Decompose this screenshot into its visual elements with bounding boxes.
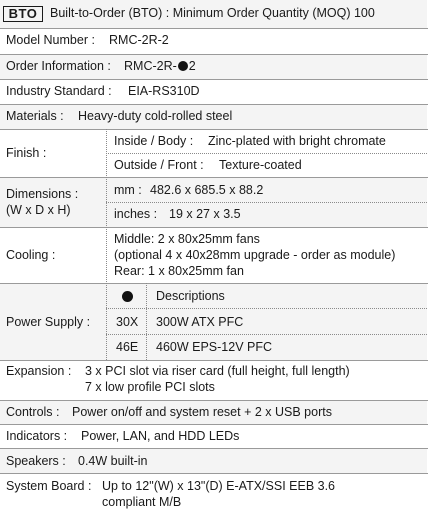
order-information-label: Order Information : bbox=[6, 59, 111, 73]
row-divider bbox=[0, 473, 428, 474]
materials-label: Materials : bbox=[6, 109, 64, 123]
system-board-line: Up to 12"(W) x 13"(D) E-ATX/SSI EEB 3.6 bbox=[102, 479, 336, 493]
row-divider bbox=[0, 283, 428, 284]
cooling-line: Rear: 1 x 80x25mm fan bbox=[114, 264, 244, 278]
order-information-suffix: 2 bbox=[188, 59, 196, 73]
indicators-value: Power, LAN, and HDD LEDs bbox=[81, 429, 240, 443]
system-board-line: compliant M/B bbox=[102, 495, 182, 509]
power-option-description: 460W EPS-12V PFC bbox=[156, 340, 273, 354]
controls-value: Power on/off and system reset + 2 x USB ports bbox=[72, 405, 332, 419]
industry-standard-label: Industry Standard : bbox=[6, 84, 112, 98]
row-divider bbox=[0, 79, 428, 80]
power-supply-label: Power Supply : bbox=[6, 315, 91, 329]
order-information-value bbox=[124, 59, 196, 74]
dimensions-mm-unit: mm : bbox=[114, 183, 142, 197]
speakers-value: 0.4W built-in bbox=[78, 454, 148, 468]
expansion-line: 7 x low profile PCI slots bbox=[85, 380, 215, 394]
row-divider bbox=[0, 448, 428, 449]
bto-badge: BTO bbox=[3, 6, 43, 22]
materials-value: Heavy-duty cold-rolled steel bbox=[78, 109, 233, 123]
row-divider bbox=[0, 227, 428, 228]
cooling-line: (optional 4 x 40x28mm upgrade - order as module) bbox=[114, 248, 396, 262]
finish-outside-value: Texture-coated bbox=[219, 158, 302, 172]
finish-inner-divider bbox=[106, 153, 427, 154]
power-inner-divider bbox=[106, 308, 427, 309]
industry-standard-value: EIA-RS310D bbox=[128, 84, 200, 98]
indicators-label: Indicators : bbox=[6, 429, 68, 443]
row-divider bbox=[0, 28, 428, 29]
system-board-label: System Board : bbox=[6, 479, 92, 493]
dimensions-inches-value: 19 x 27 x 3.5 bbox=[169, 207, 241, 221]
row-divider bbox=[0, 129, 428, 130]
row-divider bbox=[0, 54, 428, 55]
power-code-column-divider bbox=[146, 283, 147, 360]
row-divider bbox=[0, 400, 428, 401]
power-supply-header: Descriptions bbox=[156, 289, 225, 303]
model-number-value: RMC-2R-2 bbox=[109, 33, 169, 47]
row-divider bbox=[0, 360, 428, 361]
expansion-label: Expansion : bbox=[6, 364, 72, 378]
filled-circle-icon bbox=[122, 291, 133, 302]
filled-circle-icon bbox=[178, 61, 188, 71]
finish-inside-value: Zinc-plated with bright chromate bbox=[208, 134, 386, 148]
row-divider bbox=[0, 424, 428, 425]
row-divider bbox=[0, 104, 428, 105]
cooling-label: Cooling : bbox=[6, 248, 56, 262]
dimensions-mm-value: 482.6 x 685.5 x 88.2 bbox=[150, 183, 264, 197]
dimensions-sublabel: (W x D x H) bbox=[6, 203, 71, 217]
finish-inside-part: Inside / Body : bbox=[114, 134, 194, 148]
label-column-divider bbox=[106, 129, 107, 360]
controls-label: Controls : bbox=[6, 405, 60, 419]
finish-outside-part: Outside / Front : bbox=[114, 158, 204, 172]
dimensions-inner-divider bbox=[106, 202, 427, 203]
cooling-line: Middle: 2 x 80x25mm fans bbox=[114, 232, 260, 246]
order-information-prefix: RMC-2R- bbox=[124, 59, 177, 73]
dimensions-inches-unit: inches : bbox=[114, 207, 158, 221]
finish-label: Finish : bbox=[6, 146, 47, 160]
model-number-label: Model Number : bbox=[6, 33, 95, 47]
power-inner-divider bbox=[106, 334, 427, 335]
row-divider bbox=[0, 177, 428, 178]
power-option-description: 300W ATX PFC bbox=[156, 315, 244, 329]
dimensions-label: Dimensions : bbox=[6, 187, 79, 201]
speakers-label: Speakers : bbox=[6, 454, 66, 468]
bto-text: Built-to-Order (BTO) : Minimum Order Quantity (MOQ) 100 bbox=[50, 6, 375, 20]
power-option-code: 30X bbox=[116, 315, 139, 329]
expansion-line: 3 x PCI slot via riser card (full height, full length) bbox=[85, 364, 350, 378]
power-option-code: 46E bbox=[116, 340, 139, 354]
